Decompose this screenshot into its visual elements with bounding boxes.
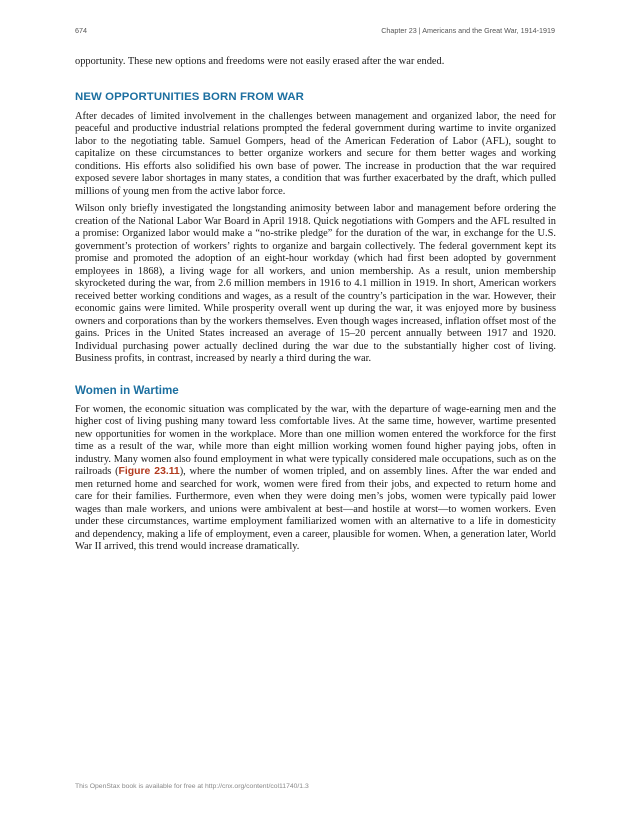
section2-paragraph — [75, 404, 556, 554]
intro-paragraph: opportunity. These new options and freedoms were not easily erased after the war ended. — [75, 56, 445, 67]
figure-23-11-link[interactable]: Figure 23.11 — [118, 466, 180, 477]
page-number: 674 — [75, 26, 87, 35]
page-footer: This OpenStax book is available for free at http://cnx.org/content/col11740/1.3 — [75, 783, 309, 790]
section-heading-new-opportunities: NEW OPPORTUNITIES BORN FROM WAR — [75, 90, 305, 103]
section-heading-women-in-wartime: Women in Wartime — [75, 383, 179, 397]
page-header — [75, 26, 555, 35]
section1-paragraph-2: Wilson only briefly investigated the longstanding animosity between labor and management before ordering the creation of the National Labor War Board in April 1918. Quick negotiations with Gompers and the AFL resulted in a promise: Organized labor would make a “no-strike pledge” for the duration of the war, in exchange for the U.S. government’s protection of workers’ rights to organize and bargain collectively. The federal government kept its promise and promoted the adoption of an eight-hour workday (which had first been adopted by government employees in 1868), a living wage for all workers, and union membership. As a result, union membership skyrocketed during the war, from 2.6 million members in 1916 to 4.1 million in 1919. In short, American workers received better working conditions and wages, as a result of the country’s participation in the war. However, their economic gains were limited. While prosperity overall went up during the war, it was enjoyed more by business owners and corporations than by the workers themselves. Even though wages increased, inflation offset most of the gains. Prices in the United States increased an average of 15–20 percent annually between 1917 and 1920. Individual purchasing power actually declined during the war due to the substantially higher cost of living. Business profits, in contrast, increased by nearly a third during the war. — [75, 203, 556, 364]
chapter-title: Chapter 23 | Americans and the Great War, 1914-1919 — [381, 26, 555, 35]
section1-paragraph-1: After decades of limited involvement in the challenges between management and organized labor, the need for peaceful and productive industrial relations prompted the federal government during wartime to invite organized labor to the negotiating table. Samuel Gompers, head of the American Federation of Labor (AFL), sought to capitalize on these circumstances to better organize workers and secure for them better wages and working conditions. His efforts also solidified his own base of power. The increase in production that the war required exposed severe labor shortages in many states, a condition that was further exacerbated by the draft, which pulled millions of young men from the active labor force. — [75, 110, 556, 197]
section2-text-after-link: ), where the number of women tripled, and on assembly lines. After the war ended and men returned home and searched for work, women were fired from their jobs, and expected to return home and care for their families. Furthermore, even when they were doing men’s jobs, women were typically paid lower wages than male workers, and unions were ambivalent at best—and hostile at worst—to women workers. Even under these circumstances, wartime employment familiarized women with an alternative to a life in domesticity and dependency, making a life of employment, even a career, plausible for women. When, a generation later, World War II arrived, this trend would increase dramatically. — [75, 466, 556, 552]
section2-text-before-link: For women, the economic situation was complicated by the war, with the departure of wage-earning men and the higher cost of living pushing many toward less comfortable lives. At the same time, however, wartime presented new opportunities for women in the workplace. More than one million women entered the workforce for the first time as a result of the war, while more than eight million working women found higher paying jobs, often in industry. Many women also found employment in what were typically considered male occupations, such as on the railroads ( — [75, 403, 556, 477]
main-content — [75, 56, 556, 559]
